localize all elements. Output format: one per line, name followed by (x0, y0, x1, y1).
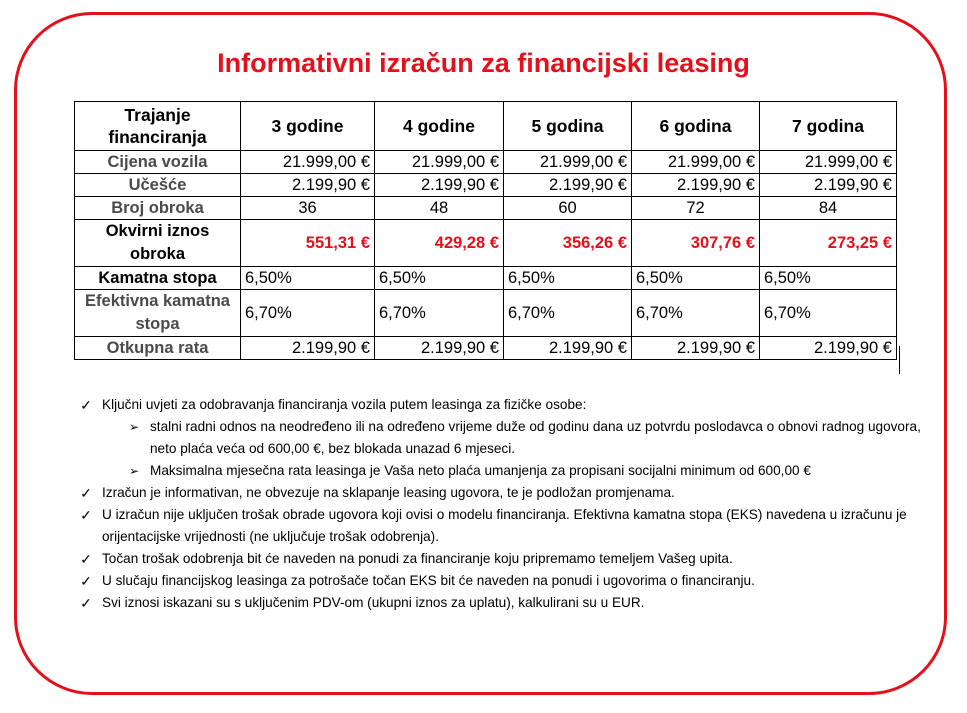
table-cell: 6,70% (375, 290, 504, 337)
table-cell: 6,70% (632, 290, 760, 337)
table-cell: 21.999,00 € (760, 151, 897, 174)
arrow-bullet-icon: ➢ (128, 464, 140, 478)
table-cell: 84 (760, 197, 897, 220)
table-edge-mark (899, 346, 900, 374)
table-cell: 2.199,90 € (504, 337, 632, 360)
note-text: Maksimalna mjesečna rata leasinga je Vaša neto plaća umanjenja za propisani socijalni minimum od 600,00 € (150, 463, 811, 478)
table-cell: 2.199,90 € (504, 174, 632, 197)
note-text: Svi iznosi iskazani su s uključenim PDV-om (ukupni iznos za uplatu), kalkulirani su u EUR. (102, 595, 645, 610)
table-cell: 2.199,90 € (375, 174, 504, 197)
row-label: Kamatna stopa (75, 267, 241, 290)
list-item (78, 570, 938, 592)
table-cell: 6,70% (504, 290, 632, 337)
table-cell: 6,50% (375, 267, 504, 290)
notes-list (78, 394, 938, 614)
table-cell: 6,50% (241, 267, 375, 290)
table-cell: 6,70% (241, 290, 375, 337)
list-item (78, 394, 938, 416)
table-cell: 2.199,90 € (632, 337, 760, 360)
list-item (78, 460, 938, 482)
check-icon: ✓ (80, 485, 92, 501)
header-cell-7y: 7 godina (760, 102, 897, 151)
note-text: Ključni uvjeti za odobravanja financiranja vozila putem leasinga za fizičke osobe: (102, 397, 587, 412)
table-cell: 72 (632, 197, 760, 220)
table-cell: 6,50% (632, 267, 760, 290)
table-cell-highlight: 273,25 € (760, 220, 897, 267)
check-icon: ✓ (80, 397, 92, 413)
check-icon: ✓ (80, 551, 92, 567)
page-title: Informativni izračun za financijski leasing (217, 48, 750, 78)
table-row-vehicle-price (75, 151, 897, 174)
check-icon: ✓ (80, 573, 92, 589)
leasing-table (74, 101, 897, 360)
row-label: Broj obroka (75, 197, 241, 220)
table-cell: 21.999,00 € (504, 151, 632, 174)
row-label: Otkupna rata (75, 337, 241, 360)
table-cell: 21.999,00 € (632, 151, 760, 174)
header-cell-5y: 5 godina (504, 102, 632, 151)
table-cell: 2.199,90 € (241, 174, 375, 197)
table-cell: 48 (375, 197, 504, 220)
row-label: Cijena vozila (75, 151, 241, 174)
note-text: U slučaju financijskog leasinga za potrošače točan EKS bit će naveden na ponudi i ugovorima o financiranju. (102, 573, 755, 588)
header-cell-3y: 3 godine (241, 102, 375, 151)
header-cell-duration: Trajanje financiranja (75, 102, 241, 151)
table-cell-highlight: 307,76 € (632, 220, 760, 267)
list-item (78, 482, 938, 504)
table-cell: 2.199,90 € (760, 337, 897, 360)
table-cell: 21.999,00 € (241, 151, 375, 174)
list-item (78, 592, 938, 614)
header-cell-6y: 6 godina (632, 102, 760, 151)
list-item (78, 416, 938, 460)
note-text: Točan trošak odobrenja bit će naveden na ponudi za financiranje koju pripremamo temeljem Vašeg upita. (102, 551, 733, 566)
table-cell: 2.199,90 € (241, 337, 375, 360)
list-item (78, 548, 938, 570)
row-label: Okvirni iznos obroka (75, 220, 241, 267)
check-icon: ✓ (80, 507, 92, 523)
table-cell: 21.999,00 € (375, 151, 504, 174)
table-row-buyout (75, 337, 897, 360)
check-icon: ✓ (80, 595, 92, 611)
table-cell: 6,50% (760, 267, 897, 290)
table-cell: 2.199,90 € (375, 337, 504, 360)
table-cell: 60 (504, 197, 632, 220)
table-cell: 2.199,90 € (632, 174, 760, 197)
table-row-effective-rate (75, 290, 897, 337)
table-row-interest-rate (75, 267, 897, 290)
row-label: Učešće (75, 174, 241, 197)
note-text: Izračun je informativan, ne obvezuje na sklapanje leasing ugovora, te je podložan promjenama. (102, 485, 675, 500)
table-cell-highlight: 429,28 € (375, 220, 504, 267)
list-item (78, 504, 938, 548)
table-row-installment-count (75, 197, 897, 220)
table-cell: 6,50% (504, 267, 632, 290)
arrow-bullet-icon: ➢ (128, 420, 140, 434)
table-cell: 2.199,90 € (760, 174, 897, 197)
header-cell-4y: 4 godine (375, 102, 504, 151)
table-cell-highlight: 551,31 € (241, 220, 375, 267)
table-row-down-payment (75, 174, 897, 197)
table-cell: 6,70% (760, 290, 897, 337)
table-header-row (75, 102, 897, 151)
table-cell: 36 (241, 197, 375, 220)
row-label: Efektivna kamatna stopa (75, 290, 241, 337)
table-cell-highlight: 356,26 € (504, 220, 632, 267)
table-row-installment-amount (75, 220, 897, 267)
note-text: U izračun nije uključen trošak obrade ugovora koji ovisi o modelu financiranja. Efektivna kamatna stopa (EKS) navedena u izračunu je orijentacijske vrijednosti (ne uključuje trošak odobrenja). (102, 507, 907, 544)
note-text: stalni radni odnos na neodređeno ili na određeno vrijeme duže od godinu dana uz potvrdu poslodavca o obnovi radnog ugovora, neto plaća veća od 600,00 €, bez blokada unazad 6 mjeseci. (150, 419, 921, 456)
